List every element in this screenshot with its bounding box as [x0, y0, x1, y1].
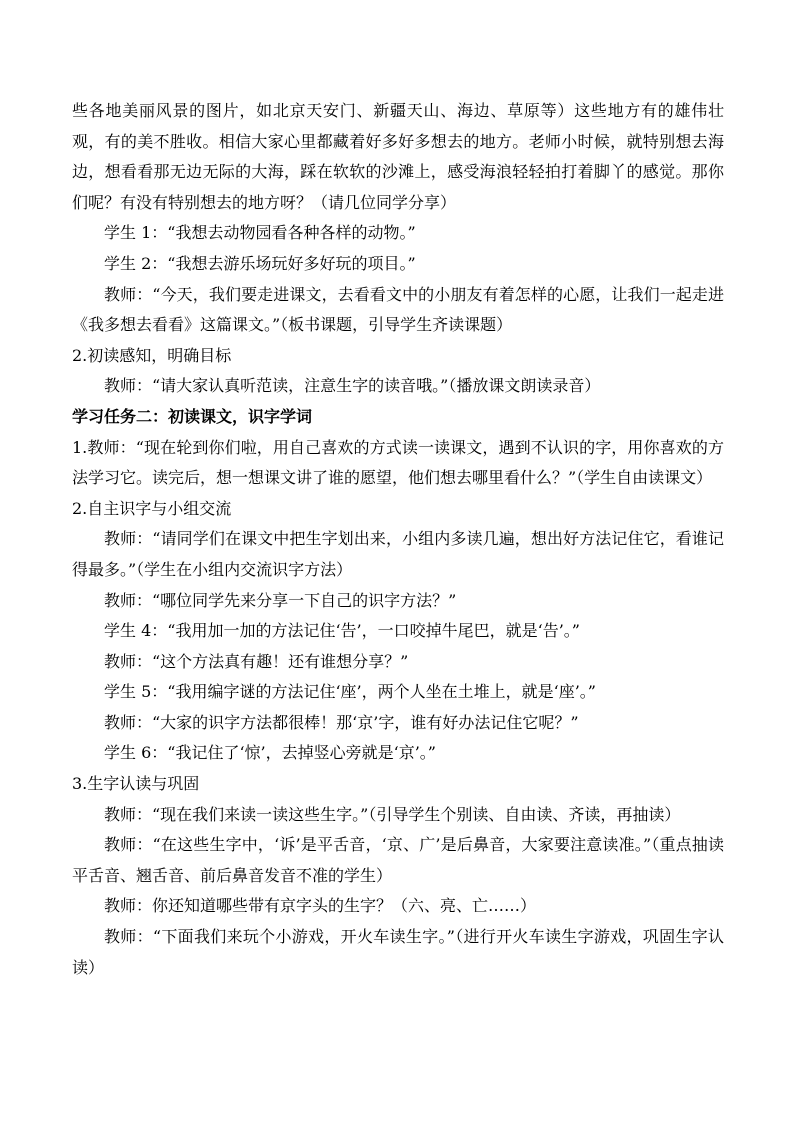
teacher-group-line: 教师：“请同学们在课文中把生字划出来，小组内多读几遍，想出好方法记住它，看谁记得最多。”（学生在小组内交流识字方法） — [72, 529, 724, 579]
teacher-read-line: 教师：“现在我们来读一读这些生字。”（引导学生个别读、自由读、齐读，再抽读） — [104, 804, 681, 824]
student-5-line: 学生 5：“我用编字谜的方法记住‘座’，两个人坐在土堆上，就是‘座’。” — [104, 682, 596, 702]
task-2-step-2-heading: 2.自主识字与小组交流 — [72, 498, 232, 518]
teacher-game-line: 教师：“下面我们来玩个小游戏，开火车读生字。”（进行开火车读生字游戏，巩固生字认读） — [72, 927, 724, 977]
teacher-fun-line: 教师：“这个方法真有趣！还有谁想分享？” — [104, 651, 409, 671]
task-2-step-1: 1.教师：“现在轮到你们啦，用自己喜欢的方式读一读课文，遇到不认识的字，用你喜欢的方法学习它。读完后，想一想课文讲了谁的愿望，他们想去哪里看什么？”（学生自由读课文） — [72, 437, 724, 488]
teacher-jing-line: 教师：“大家的识字方法都很棒！那‘京’字，谁有好办法记住它呢？” — [104, 712, 579, 732]
student-1-line: 学生 1：“我想去动物园看各种各样的动物。” — [104, 223, 416, 243]
student-4-line: 学生 4：“我用加一加的方法记住‘告’，一口咬掉牛尾巴，就是‘告’。” — [104, 621, 580, 641]
task-2-step-3-heading: 3.生字认读与巩固 — [72, 774, 200, 794]
student-2-line: 学生 2：“我想去游乐场玩好多好玩的项目。” — [104, 253, 416, 273]
teacher-pronounce-line: 教师：“在这些生字中，‘诉’是平舌音，‘京、广’是后鼻音，大家要注意读准。”（重点抽读平舌音、翘舌音、前后鼻音发音不准的学生） — [72, 835, 724, 885]
document-body — [72, 96, 724, 983]
student-6-line: 学生 6：“我记住了‘惊’，去掉竖心旁就是‘京’。” — [104, 743, 436, 763]
teacher-question-line: 教师：你还知道哪些带有京字头的生字？（六、亮、亡……） — [104, 896, 537, 916]
teacher-intro-line: 教师：“今天，我们要走进课文，去看看文中的小朋友有着怎样的心愿，让我们一起走进《我多想去看看》这篇课文。”（板书课题，引导学生齐读课题） — [72, 284, 724, 335]
section-heading-2: 2.初读感知，明确目标 — [72, 345, 232, 365]
teacher-share-line: 教师：“哪位同学先来分享一下自己的识字方法？” — [104, 590, 457, 610]
teacher-listen-line: 教师：“请大家认真听范读，注意生字的读音哦。”（播放课文朗读录音） — [104, 376, 601, 396]
task-2-heading: 学习任务二：初读课文，识字学词 — [72, 406, 313, 426]
intro-paragraph: 些各地美丽风景的图片，如北京天安门、新疆天山、海边、草原等）这些地方有的雄伟壮观，有的美不胜收。相信大家心里都藏着好多好多想去的地方。老师小时候，就特别想去海边，想看看那无边无际的大海，踩在软软的沙滩上，感受海浪轻轻拍打着脚丫的感觉。那你们呢？有没有特别想去的地方呀？（请几位同学分享） — [72, 101, 724, 212]
